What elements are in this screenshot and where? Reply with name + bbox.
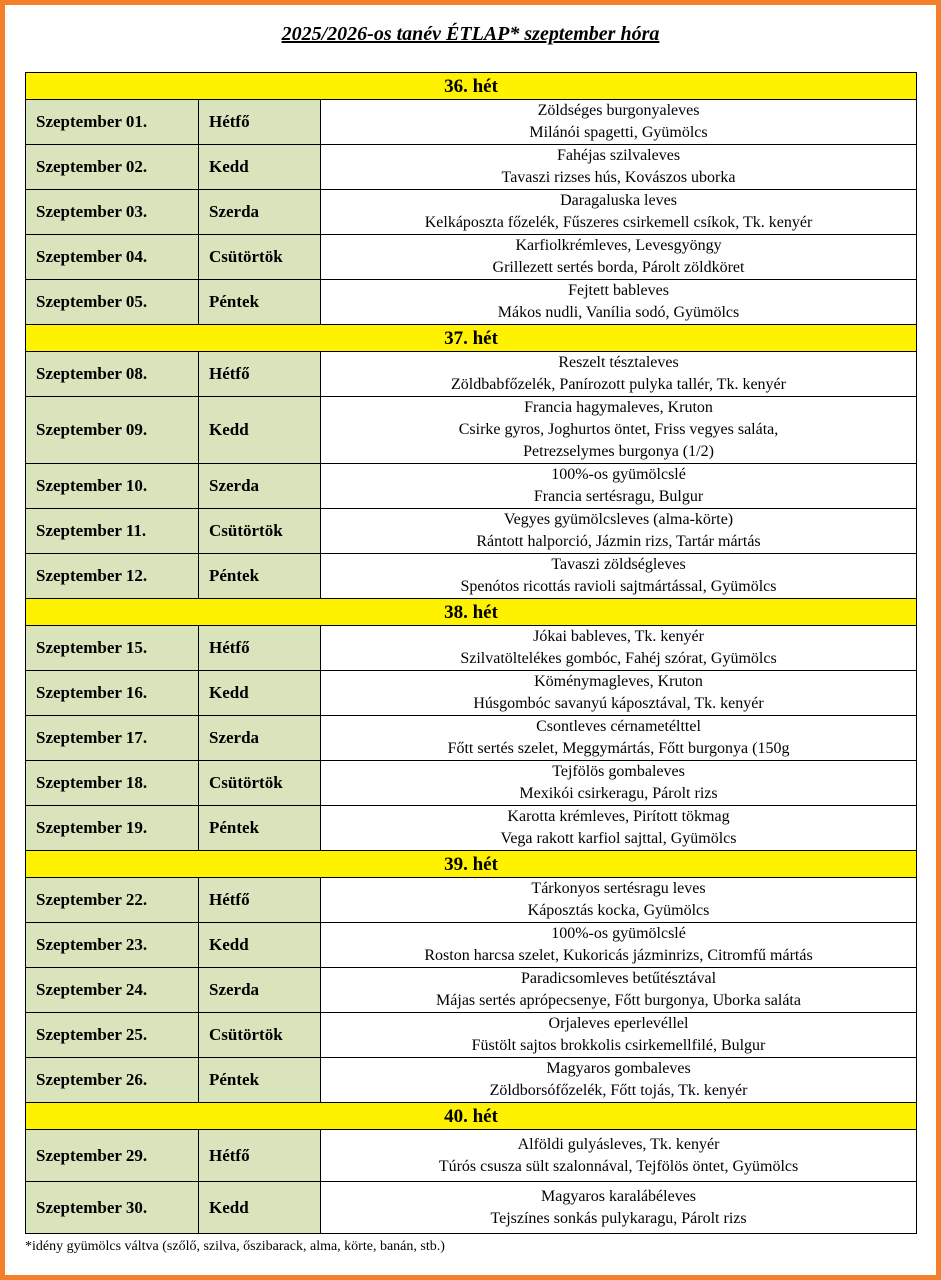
week-header-row bbox=[26, 325, 917, 352]
dish-line: Alföldi gulyásleves, Tk. kenyér bbox=[517, 1135, 720, 1153]
dish-line: Zöldborsófőzelék, Főtt tojás, Tk. kenyér bbox=[489, 1082, 748, 1099]
week-label: 40. hét bbox=[26, 1103, 917, 1130]
dish-line: Mexikói csirkeragu, Párolt rizs bbox=[519, 785, 718, 802]
day-row bbox=[26, 761, 917, 806]
weekday-cell: Csütörtök bbox=[199, 761, 321, 806]
dish-line: Tárkonyos sertésragu leves bbox=[531, 880, 706, 897]
dish-line: Orjaleves eperlevéllel bbox=[548, 1015, 689, 1032]
dish-line: Tavaszi zöldségleves bbox=[551, 556, 686, 573]
weekday-cell: Csütörtök bbox=[199, 509, 321, 554]
dish-line: Fahéjas szilvaleves bbox=[556, 147, 681, 164]
dish-line: Karfiolkrémleves, Levesgyöngy bbox=[515, 237, 722, 254]
date-cell: Szeptember 29. bbox=[26, 1130, 199, 1182]
week-header-row bbox=[26, 73, 917, 100]
dish-line: Szilvatöltelékes gombóc, Fahéj szórat, Gyümölcs bbox=[460, 650, 777, 667]
dishes-cell bbox=[321, 1058, 917, 1103]
weekday-cell: Hétfő bbox=[199, 352, 321, 397]
date-cell: Szeptember 16. bbox=[26, 671, 199, 716]
dishes-cell bbox=[321, 923, 917, 968]
dish-line: Magyaros karalábéleves bbox=[540, 1187, 697, 1205]
day-row bbox=[26, 968, 917, 1013]
date-cell: Szeptember 19. bbox=[26, 806, 199, 851]
dishes-cell bbox=[321, 878, 917, 923]
dish-line: Vegyes gyümölcsleves (alma-körte) bbox=[503, 511, 734, 528]
day-row bbox=[26, 1130, 917, 1182]
dishes-cell bbox=[321, 761, 917, 806]
dishes-cell bbox=[321, 235, 917, 280]
dish-line: Spenótos ricottás ravioli sajtmártással, Gyümölcs bbox=[460, 578, 777, 595]
week-label: 36. hét bbox=[26, 73, 917, 100]
day-row bbox=[26, 716, 917, 761]
weekday-cell: Hétfő bbox=[199, 100, 321, 145]
dish-line: Karotta krémleves, Pirított tökmag bbox=[507, 808, 730, 825]
date-cell: Szeptember 30. bbox=[26, 1182, 199, 1234]
date-cell: Szeptember 11. bbox=[26, 509, 199, 554]
dish-line: Magyaros gombaleves bbox=[546, 1060, 691, 1077]
day-row bbox=[26, 280, 917, 325]
date-cell: Szeptember 02. bbox=[26, 145, 199, 190]
dish-line: Grillezett sertés borda, Párolt zöldköret bbox=[492, 259, 745, 276]
date-cell: Szeptember 01. bbox=[26, 100, 199, 145]
dish-line: Csirke gyros, Joghurtos öntet, Friss vegyes saláta, bbox=[458, 421, 779, 438]
dishes-cell bbox=[321, 806, 917, 851]
dishes-cell bbox=[321, 554, 917, 599]
dish-line: Májas sertés aprópecsenye, Főtt burgonya, Uborka saláta bbox=[436, 992, 801, 1009]
weekday-cell: Péntek bbox=[199, 1058, 321, 1103]
date-cell: Szeptember 25. bbox=[26, 1013, 199, 1058]
day-row bbox=[26, 100, 917, 145]
dish-line: Fejtett bableves bbox=[568, 282, 669, 299]
dish-line: Milánói spagetti, Gyümölcs bbox=[529, 124, 708, 141]
date-cell: Szeptember 17. bbox=[26, 716, 199, 761]
day-row bbox=[26, 626, 917, 671]
dish-line: Zöldséges burgonyaleves bbox=[537, 102, 700, 119]
dish-line: Francia sertésragu, Bulgur bbox=[533, 488, 704, 505]
dishes-cell bbox=[321, 397, 917, 464]
weekday-cell: Szerda bbox=[199, 464, 321, 509]
page-title: 2025/2026-os tanév ÉTLAP* szeptember hóra bbox=[281, 23, 660, 45]
menu-table bbox=[25, 72, 917, 1234]
day-row bbox=[26, 923, 917, 968]
dish-line: 100%-os gyümölcslé bbox=[551, 925, 686, 942]
date-cell: Szeptember 04. bbox=[26, 235, 199, 280]
dish-line: Köménymagleves, Kruton bbox=[534, 673, 703, 690]
dish-line: Rántott halporció, Jázmin rizs, Tartár mártás bbox=[476, 533, 761, 550]
dish-line: Főtt sertés szelet, Meggymártás, Főtt burgonya (150g bbox=[447, 740, 790, 757]
dish-line: Vega rakott karfiol sajttal, Gyümölcs bbox=[500, 830, 737, 847]
week-header-row bbox=[26, 851, 917, 878]
dish-line: Mákos nudli, Vanília sodó, Gyümölcs bbox=[497, 304, 740, 321]
day-row bbox=[26, 554, 917, 599]
weekday-cell: Hétfő bbox=[199, 1130, 321, 1182]
date-cell: Szeptember 18. bbox=[26, 761, 199, 806]
day-row bbox=[26, 145, 917, 190]
week-label: 39. hét bbox=[26, 851, 917, 878]
day-row bbox=[26, 509, 917, 554]
dishes-cell bbox=[321, 145, 917, 190]
date-cell: Szeptember 12. bbox=[26, 554, 199, 599]
day-row bbox=[26, 190, 917, 235]
dish-line: 100%-os gyümölcslé bbox=[551, 466, 686, 483]
weekday-cell: Péntek bbox=[199, 554, 321, 599]
footnote: *idény gyümölcs váltva (szőlő, szilva, őszibarack, alma, körte, banán, stb.) bbox=[25, 1239, 445, 1254]
date-cell: Szeptember 22. bbox=[26, 878, 199, 923]
dish-line: Zöldbabfőzelék, Panírozott pulyka tallér, Tk. kenyér bbox=[451, 376, 786, 393]
weekday-cell: Szerda bbox=[199, 968, 321, 1013]
date-cell: Szeptember 05. bbox=[26, 280, 199, 325]
dishes-cell bbox=[321, 1013, 917, 1058]
dish-line: Paradicsomleves betűtésztával bbox=[520, 970, 717, 987]
weekday-cell: Kedd bbox=[199, 145, 321, 190]
dishes-cell bbox=[321, 1182, 917, 1234]
dishes-cell bbox=[321, 509, 917, 554]
weekday-cell: Hétfő bbox=[199, 626, 321, 671]
week-label: 38. hét bbox=[26, 599, 917, 626]
dishes-cell bbox=[321, 671, 917, 716]
day-row bbox=[26, 235, 917, 280]
dish-line: Jókai bableves, Tk. kenyér bbox=[533, 628, 704, 645]
day-row bbox=[26, 878, 917, 923]
day-row bbox=[26, 464, 917, 509]
dishes-cell bbox=[321, 968, 917, 1013]
dish-line: Kelkáposzta főzelék, Fűszeres csirkemell csíkok, Tk. kenyér bbox=[424, 214, 813, 231]
day-row bbox=[26, 352, 917, 397]
day-row bbox=[26, 1013, 917, 1058]
dishes-cell bbox=[321, 716, 917, 761]
day-row bbox=[26, 1182, 917, 1234]
day-row bbox=[26, 806, 917, 851]
weekday-cell: Szerda bbox=[199, 190, 321, 235]
dish-line: Túrós csusza sült szalonnával, Tejfölös öntet, Gyümölcs bbox=[438, 1157, 799, 1175]
date-cell: Szeptember 09. bbox=[26, 397, 199, 464]
dishes-cell bbox=[321, 100, 917, 145]
weekday-cell: Szerda bbox=[199, 716, 321, 761]
weekday-cell: Kedd bbox=[199, 671, 321, 716]
date-cell: Szeptember 15. bbox=[26, 626, 199, 671]
day-row bbox=[26, 671, 917, 716]
weekday-cell: Kedd bbox=[199, 1182, 321, 1234]
dish-line: Káposztás kocka, Gyümölcs bbox=[527, 902, 710, 919]
dish-line: Csontleves cérnametélttel bbox=[536, 718, 701, 735]
day-row bbox=[26, 397, 917, 464]
dish-line: Tavaszi rizses hús, Kovászos uborka bbox=[501, 169, 736, 186]
dish-line: Tejszínes sonkás pulykaragu, Párolt rizs bbox=[490, 1209, 747, 1227]
weekday-cell: Kedd bbox=[199, 397, 321, 464]
dish-line: Daragaluska leves bbox=[560, 192, 677, 209]
dish-line: Roston harcsa szelet, Kukoricás jázminrizs, Citromfű mártás bbox=[424, 947, 813, 964]
weekday-cell: Hétfő bbox=[199, 878, 321, 923]
dish-line: Tejfölös gombaleves bbox=[552, 763, 685, 780]
dishes-cell bbox=[321, 464, 917, 509]
dishes-cell bbox=[321, 626, 917, 671]
day-row bbox=[26, 1058, 917, 1103]
date-cell: Szeptember 10. bbox=[26, 464, 199, 509]
date-cell: Szeptember 03. bbox=[26, 190, 199, 235]
weekday-cell: Péntek bbox=[199, 280, 321, 325]
dish-line: Húsgombóc savanyú káposztával, Tk. kenyér bbox=[473, 695, 764, 712]
week-header-row bbox=[26, 1103, 917, 1130]
weekday-cell: Csütörtök bbox=[199, 235, 321, 280]
dishes-cell bbox=[321, 280, 917, 325]
dishes-cell bbox=[321, 1130, 917, 1182]
date-cell: Szeptember 08. bbox=[26, 352, 199, 397]
date-cell: Szeptember 24. bbox=[26, 968, 199, 1013]
dishes-cell bbox=[321, 190, 917, 235]
date-cell: Szeptember 23. bbox=[26, 923, 199, 968]
date-cell: Szeptember 26. bbox=[26, 1058, 199, 1103]
dish-line: Petrezselymes burgonya (1/2) bbox=[523, 443, 714, 460]
dishes-cell bbox=[321, 352, 917, 397]
weekday-cell: Csütörtök bbox=[199, 1013, 321, 1058]
dish-line: Francia hagymaleves, Kruton bbox=[524, 399, 713, 416]
weekday-cell: Kedd bbox=[199, 923, 321, 968]
week-label: 37. hét bbox=[26, 325, 917, 352]
weekday-cell: Péntek bbox=[199, 806, 321, 851]
dish-line: Füstölt sajtos brokkolis csirkemellfilé, Bulgur bbox=[471, 1037, 766, 1054]
dish-line: Reszelt tésztaleves bbox=[558, 354, 679, 371]
week-header-row bbox=[26, 599, 917, 626]
